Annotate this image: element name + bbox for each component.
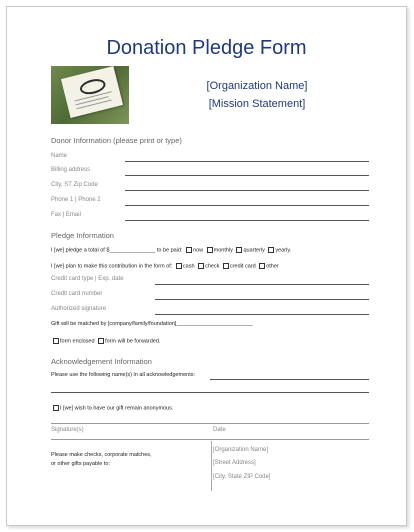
card-number-label: Credit card number	[51, 291, 103, 297]
anonymous-checkbox[interactable]	[53, 405, 59, 411]
credit-card-label: credit card	[229, 263, 256, 270]
form-enclosed-checkbox[interactable]	[53, 338, 59, 344]
paid-label: to be paid:	[156, 247, 183, 254]
signature-date-line	[51, 439, 369, 440]
signature-label: Signature(s)	[51, 427, 84, 433]
quarterly-label: quarterly	[243, 247, 265, 254]
other-checkbox[interactable]	[259, 263, 265, 269]
form-forwarded-checkbox[interactable]	[98, 338, 104, 344]
form-title: Donation Pledge Form	[106, 37, 307, 59]
authorized-signature-label: Authorized signature	[51, 306, 107, 312]
phone-field[interactable]	[125, 205, 369, 206]
other-label: other	[266, 263, 279, 270]
pledge-total-field[interactable]: _______________	[109, 247, 156, 254]
cash-checkbox[interactable]	[176, 263, 182, 269]
now-checkbox[interactable]	[186, 247, 192, 253]
date-label: Date	[213, 427, 226, 433]
form-forwarded-label: form will be forwarded.	[105, 338, 161, 345]
acknowledgement-names-label: Please use the following name(s) in all acknowledgements:	[51, 372, 195, 378]
check-checkbox[interactable]	[198, 263, 204, 269]
pledge-total-row	[51, 247, 291, 253]
gift-matched-label: Gift will be matched by [company/family/foundation]	[51, 321, 177, 327]
pledge-info-heading: Pledge Information	[51, 231, 114, 240]
pledge-form-page	[6, 6, 407, 526]
card-type-label: Credit card type | Exp. date	[51, 276, 124, 282]
payable-org-name: [Organization Name]	[213, 447, 269, 453]
pledge-total-prefix: I [we] pledge a total of $	[51, 247, 110, 254]
contribution-form-row	[51, 263, 279, 269]
city-field[interactable]	[125, 190, 369, 191]
payable-text-line1: Please make checks, corporate matches,	[51, 452, 152, 458]
billing-address-field[interactable]	[125, 175, 369, 176]
monthly-label: monthly	[213, 247, 233, 254]
payable-street: [Street Address]	[213, 460, 256, 466]
acknowledgement-names-field[interactable]	[210, 379, 369, 380]
fax-email-field[interactable]	[125, 220, 369, 221]
matching-form-row	[51, 338, 160, 344]
gift-matched-field[interactable]: _________________________	[176, 321, 253, 327]
form-enclosed-label: form enclosed	[60, 338, 95, 345]
address-divider	[211, 441, 212, 491]
anonymous-label: I [we] wish to have our gift remain anonymous.	[60, 405, 174, 412]
yearly-label: yearly.	[275, 247, 292, 254]
donor-info-heading: Donor Information (please print or type)	[51, 136, 182, 145]
city-label: City, ST Zip Code	[51, 182, 98, 188]
section-divider	[51, 423, 369, 424]
credit-card-checkbox[interactable]	[223, 263, 229, 269]
contribution-form-prefix: I [we] plan to make this contribution in the form of:	[51, 263, 173, 270]
gift-matched-row	[51, 321, 253, 327]
cash-label: cash	[182, 263, 195, 270]
anonymous-row	[51, 405, 173, 411]
acknowledgement-heading: Acknowledgement Information	[51, 357, 152, 366]
name-field[interactable]	[125, 161, 369, 162]
pledge-card-photo	[51, 66, 129, 124]
payable-city: [City, State ZIP Code]	[213, 474, 271, 480]
monthly-checkbox[interactable]	[207, 247, 213, 253]
phone-label: Phone 1 | Phone 2	[51, 197, 101, 203]
fax-email-label: Fax | Email	[51, 212, 81, 218]
card-line	[76, 100, 111, 110]
card-illustration	[61, 66, 123, 118]
organization-name: [Organization Name]	[206, 80, 308, 92]
billing-address-label: Billing address	[51, 167, 91, 173]
acknowledgement-names-field-2[interactable]	[51, 392, 369, 393]
now-label: now	[193, 247, 204, 254]
check-label: check	[205, 263, 220, 270]
card-number-field[interactable]	[155, 299, 369, 300]
authorized-signature-field[interactable]	[155, 314, 369, 315]
name-label: Name	[51, 153, 68, 159]
mission-statement: [Mission Statement]	[208, 98, 306, 110]
card-type-field[interactable]	[155, 284, 369, 285]
quarterly-checkbox[interactable]	[236, 247, 242, 253]
yearly-checkbox[interactable]	[268, 247, 274, 253]
payable-text-line2: or other gifts payable to:	[51, 461, 111, 467]
